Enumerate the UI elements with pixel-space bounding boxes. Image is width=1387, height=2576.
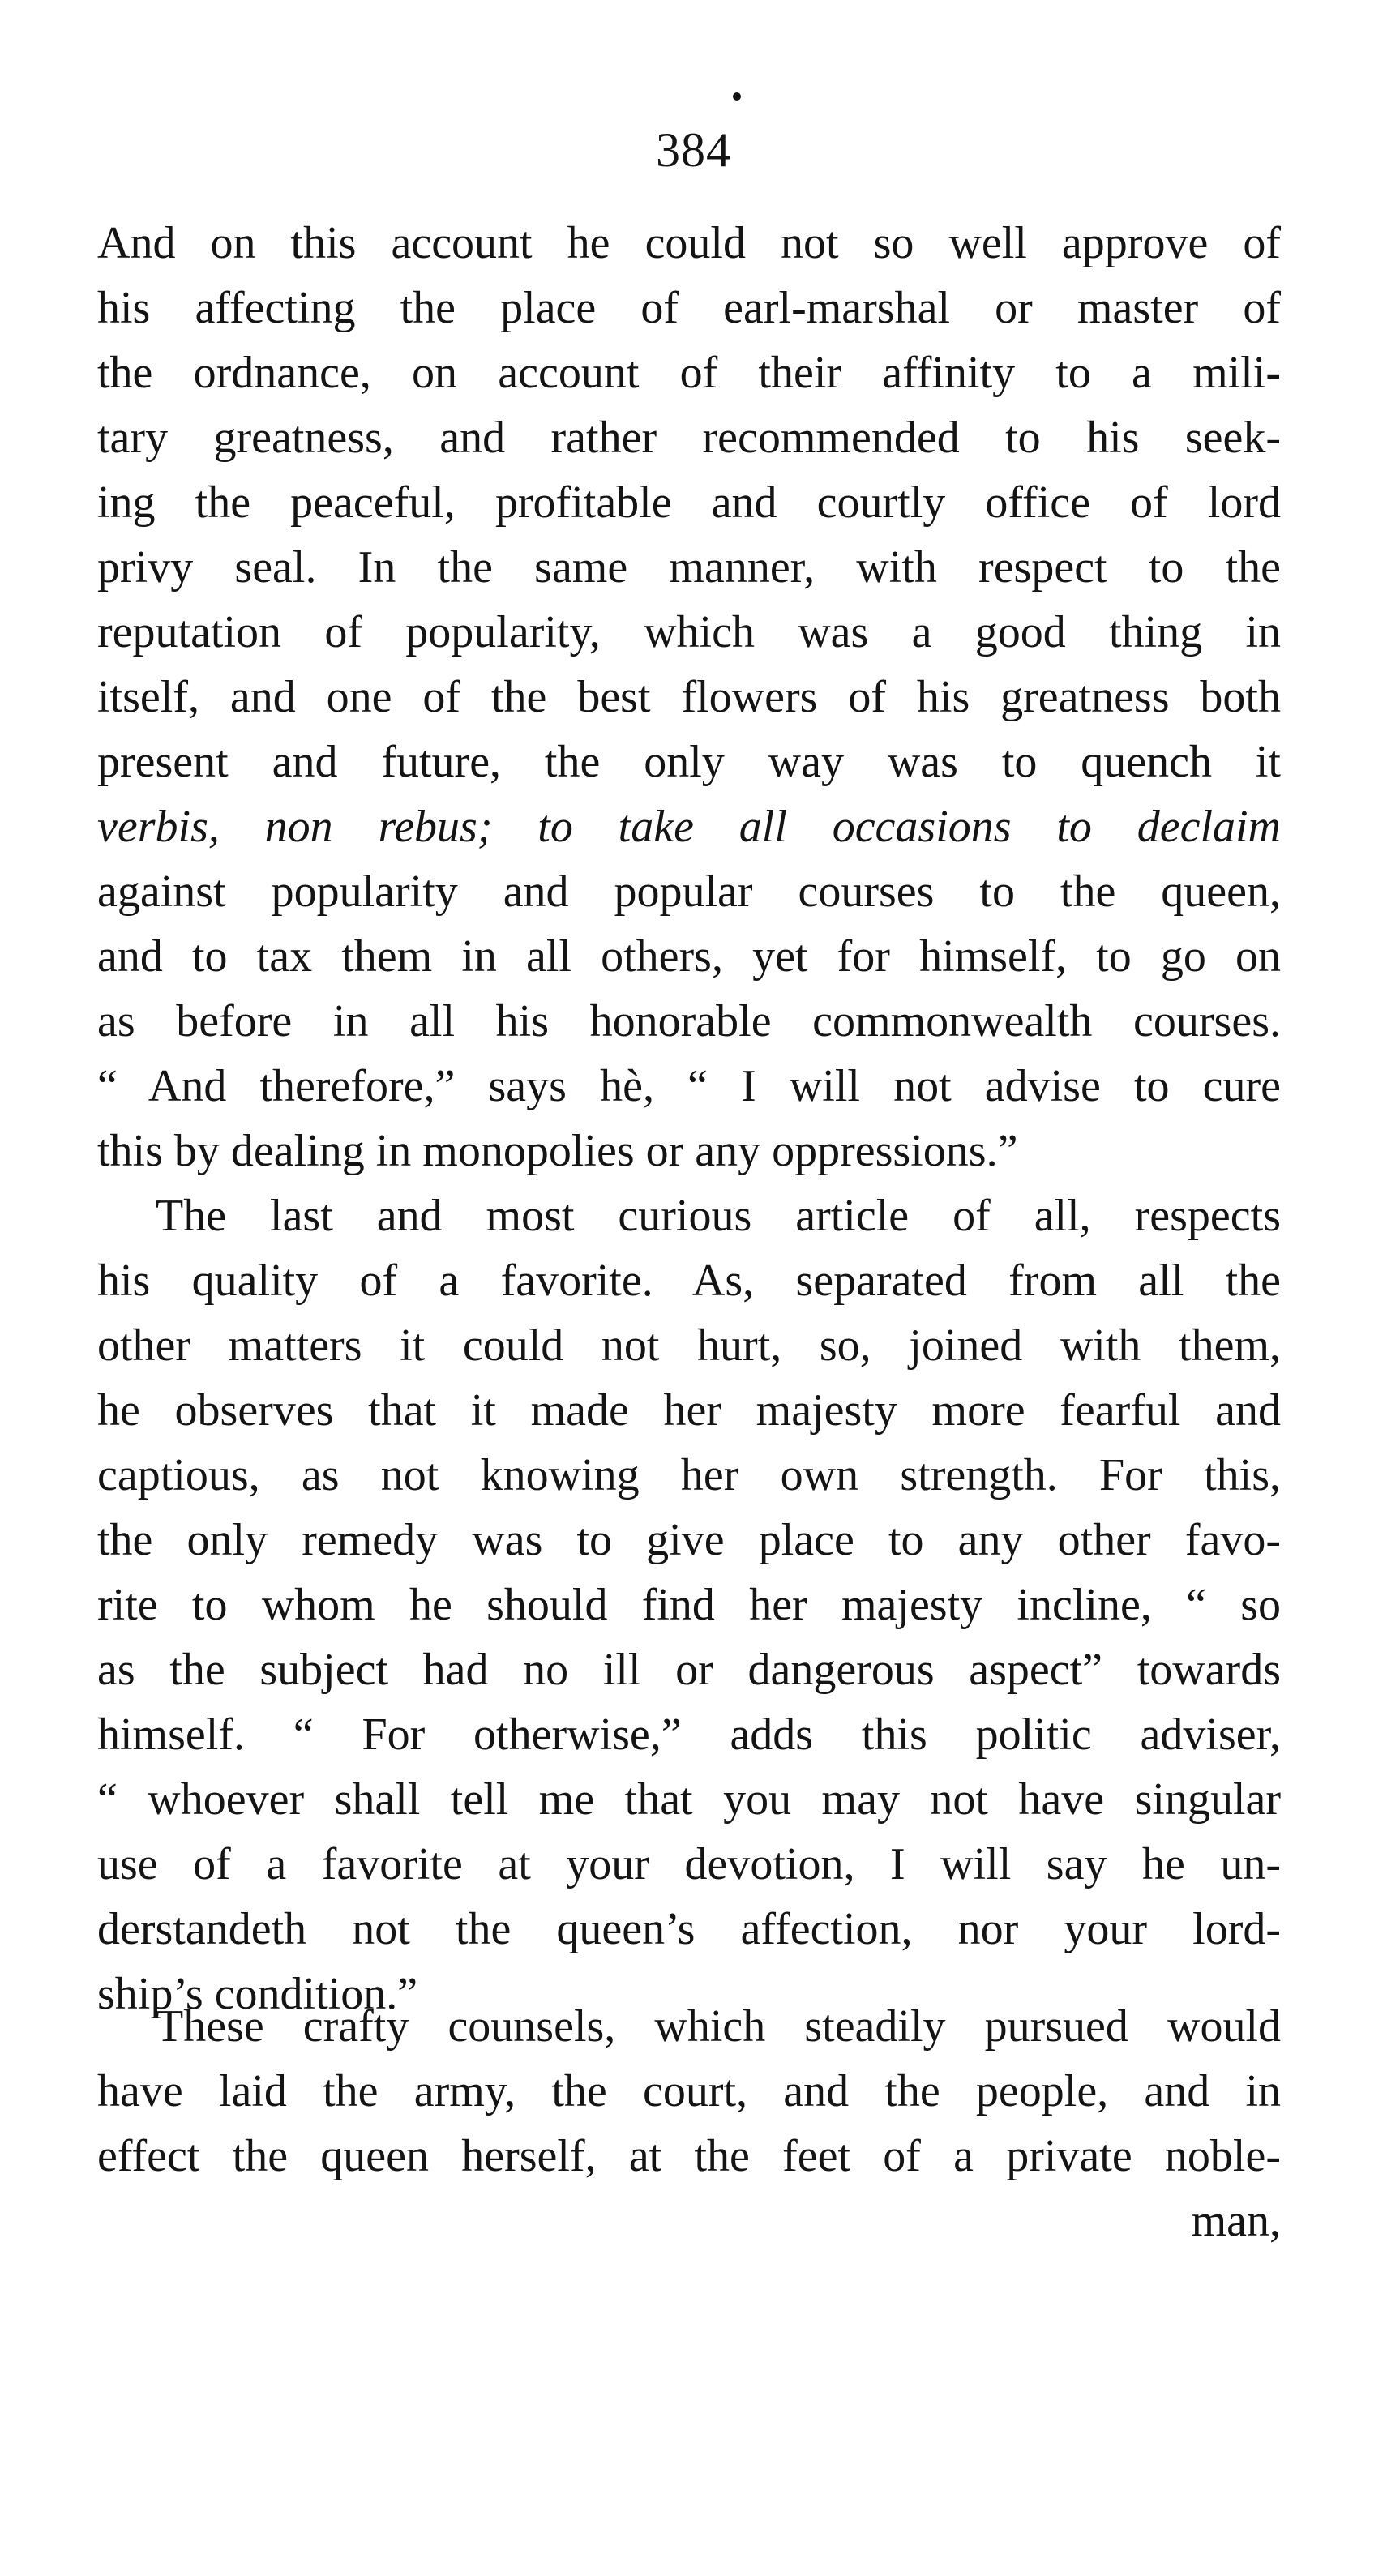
text-line: And on this account he could not so well approve of (97, 218, 1281, 268)
text-line: These crafty counsels, which steadily pursued would (156, 2001, 1281, 2052)
text-line: he observes that it made her majesty more fearful and (97, 1385, 1281, 1436)
page-number: 384 (656, 123, 731, 177)
text-line: against popularity and popular courses to the queen, (97, 867, 1281, 917)
paragraph-1 (97, 211, 1281, 1183)
catchword: man, (1191, 2196, 1281, 2246)
text-line: and to tax them in all others, yet for himself, to go on (97, 931, 1281, 982)
text-line: ship’s condition.” (97, 1969, 418, 2019)
text-line: rite to whom he should find her majesty incline, “ so (97, 1580, 1281, 1630)
text-line: itself, and one of the best flowers of his greatness both (97, 672, 1281, 722)
text-line: present and future, the only way was to quench it (97, 737, 1281, 787)
text-line: The last and most curious article of all, respects (156, 1191, 1281, 1241)
text-line: his affecting the place of earl-marshal or master of (97, 283, 1281, 333)
text-line: his quality of a favorite. As, separated from all the (97, 1256, 1281, 1306)
text-line: himself. “ For otherwise,” adds this politic adviser, (97, 1709, 1281, 1760)
text-line: as the subject had no ill or dangerous aspect” towards (97, 1645, 1281, 1695)
text-line: have laid the army, the court, and the people, and in (97, 2066, 1281, 2116)
text-line: the ordnance, on account of their affinity to a mili- (97, 348, 1281, 398)
text-line: ing the peaceful, profitable and courtly office of lord (97, 477, 1281, 528)
text-line: “ And therefore,” says hè, “ I will not advise to cure (97, 1061, 1281, 1111)
paragraph-2 (97, 1183, 1281, 2026)
text-line: other matters it could not hurt, so, joined with them, (97, 1320, 1281, 1371)
text-line: “ whoever shall tell me that you may not have singular (97, 1774, 1281, 1825)
ink-dot (733, 92, 741, 101)
text-line: as before in all his honorable commonwealth courses. (97, 996, 1281, 1046)
paragraph-3 (97, 1994, 1281, 2253)
text-line: verbis, non rebus; to take all occasions to declaim (97, 802, 1281, 852)
text-line: the only remedy was to give place to any other favo- (97, 1515, 1281, 1565)
text-line: captious, as not knowing her own strength. For this, (97, 1450, 1281, 1500)
text-line: tary greatness, and rather recommended to his seek- (97, 413, 1281, 463)
text-line: privy seal. In the same manner, with respect to the (97, 542, 1281, 593)
text-line: effect the queen herself, at the feet of a private noble- (97, 2131, 1281, 2181)
text-line: reputation of popularity, which was a good thing in (97, 607, 1281, 657)
text-line: use of a favorite at your devotion, I will say he un- (97, 1839, 1281, 1889)
text-line: derstandeth not the queen’s affection, nor your lord- (97, 1904, 1281, 1954)
text-line: this by dealing in monopolies or any oppressions.” (97, 1126, 1018, 1176)
